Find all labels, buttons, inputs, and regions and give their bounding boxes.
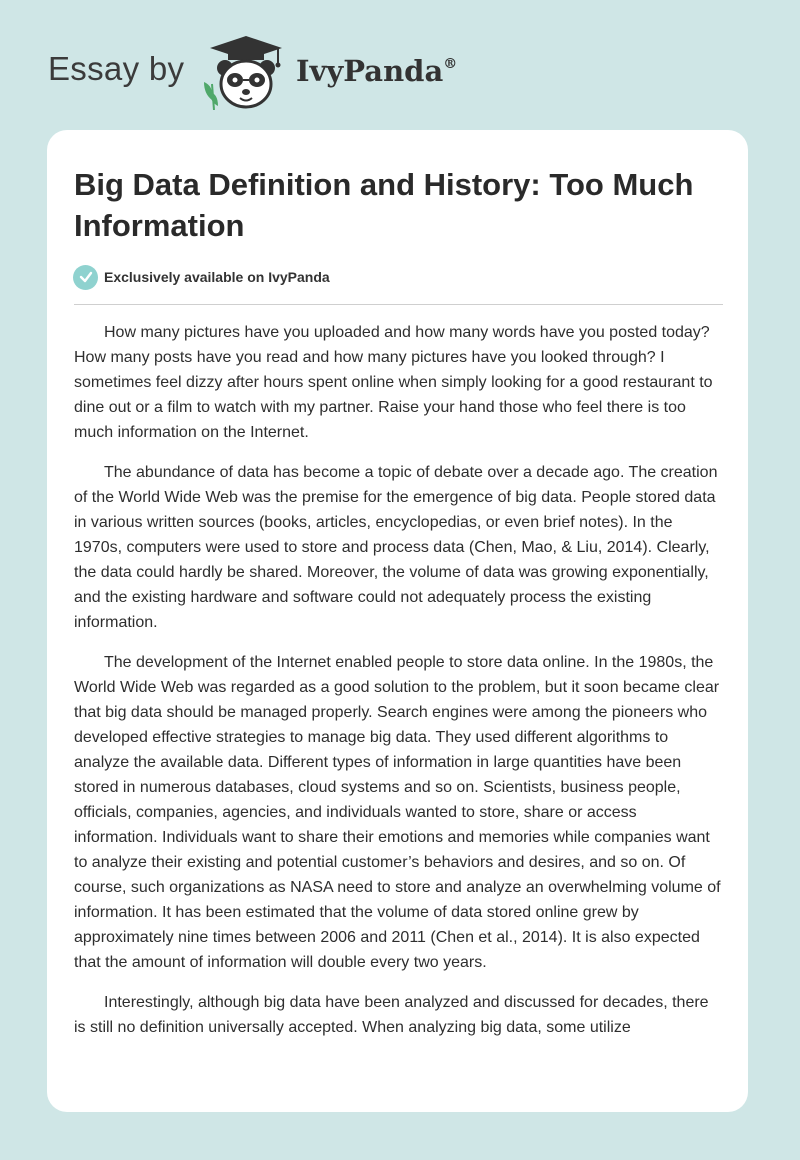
badge-text: Exclusively available on IvyPanda bbox=[104, 269, 330, 285]
essay-by-label: Essay by bbox=[48, 50, 185, 87]
essay-card bbox=[47, 130, 748, 1112]
page-title: Big Data Definition and History: Too Much Information bbox=[74, 167, 694, 243]
panda-graduate-icon bbox=[200, 34, 292, 110]
check-circle-icon bbox=[73, 265, 98, 290]
site-header bbox=[0, 0, 800, 130]
registered-mark: ® bbox=[443, 56, 458, 72]
paragraph: Interestingly, although big data have been analyzed and discussed for decades, there is still no definition universally accepted. When analyzing big data, some utilize bbox=[74, 994, 709, 1036]
availability-badge bbox=[73, 263, 330, 291]
brand-name[interactable]: IvyPanda® bbox=[296, 54, 458, 88]
paragraph: The development of the Internet enabled people to store data online. In the 1980s, the World Wide Web was regarded as a good solution to the problem, but it soon became clear that big data should be managed properly. Search engines were among the pioneers who developed effective strategies to manage big data. They used different algorithms to analyze the available data. Different types of information in large quantities have been stored in numerous databases, cloud systems and so on. Scientists, business people, officials, companies, agencies, and individuals wanted to store, share or access information. Individuals want to share their emotions and memories while companies want to analyze their existing and potential customer’s behaviors and desires, and so on. Of course, such organizations as NASA need to store and analyze an overwhelming volume of information. It has been estimated that the volume of data stored online grew by approximately nine times between 2006 and 2011 (Chen et al., 2014). It is also expected that the amount of information will double every two years. bbox=[74, 654, 721, 971]
divider bbox=[74, 304, 723, 305]
essay-body bbox=[74, 320, 724, 1055]
paragraph: The abundance of data has become a topic of debate over a decade ago. The creation of the World Wide Web was the premise for the emergence of big data. People stored data in various written sources (books, articles, encyclopedias, or even brief notes). In the 1970s, computers were used to store and process data (Chen, Mao, & Liu, 2014). Clearly, the data could hardly be shared. Moreover, the volume of data was growing exponentially, and the existing hardware and software could not adequately process the existing information. bbox=[74, 464, 718, 631]
paragraph: How many pictures have you uploaded and how many words have you posted today? How many posts have you read and how many pictures have you looked through? I sometimes feel dizzy after hours spent online when simply looking for a good restaurant to dine out or a film to watch with my partner. Raise your hand those who feel there is too much information on the Internet. bbox=[74, 324, 713, 441]
